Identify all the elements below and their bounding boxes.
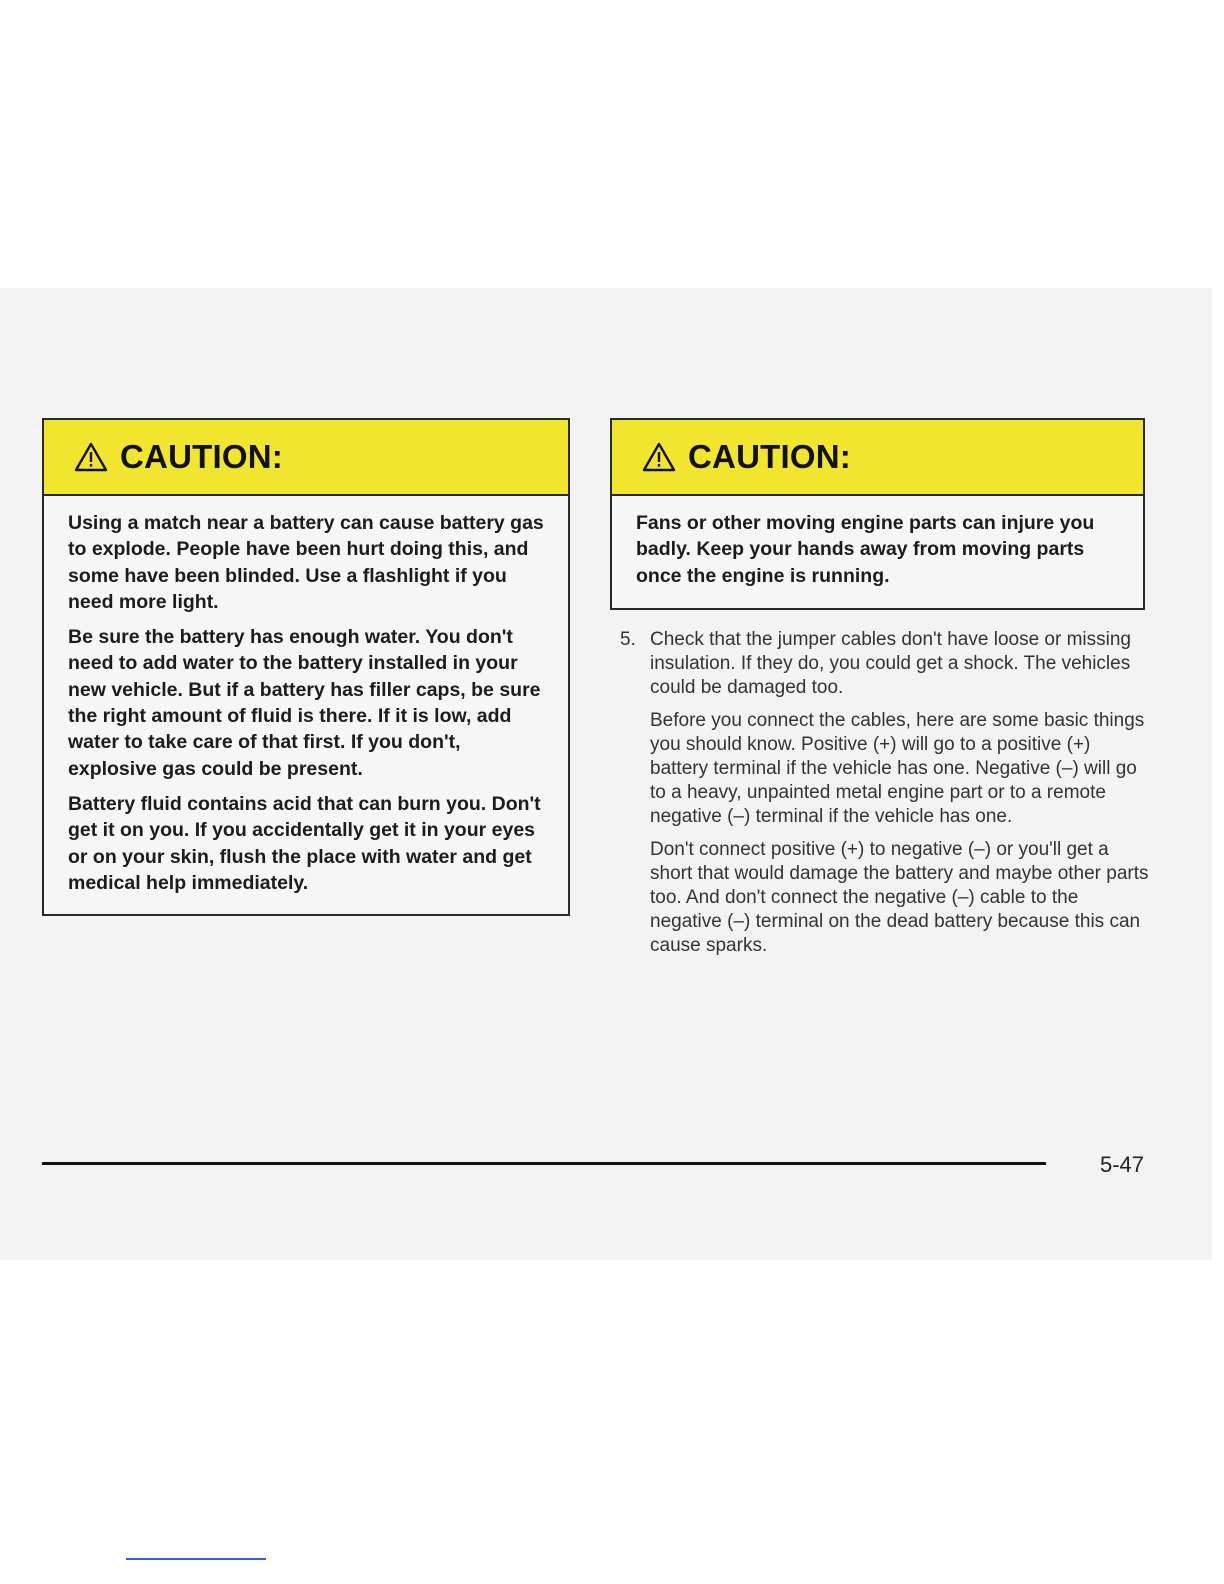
caution-body — [44, 496, 568, 896]
step-5 — [620, 628, 1150, 967]
caution-body — [612, 496, 1143, 589]
caution-paragraph: Fans or other moving engine parts can injure you badly. Keep your hands away from moving parts once the engine is running. — [636, 512, 1095, 587]
caution-paragraph: Be sure the battery has enough water. You don't need to add water to the battery installed in your new vehicle. But if a battery has filler caps, be sure the right amount of fluid is there. If it is low, add water to take care of that first. If you don't, explosive gas could be present. — [68, 626, 541, 780]
caution-header — [612, 420, 1143, 496]
step-content — [650, 628, 1150, 959]
page-number: 5-47 — [1100, 1152, 1145, 1177]
step-paragraph: Before you connect the cables, here are some basic things you should know. Positive (+) will go to a positive (+) battery terminal if the vehicle has one. Negative (–) will go to a heavy, unpainted metal engine part or to a remote negative (–) terminal if the vehicle has one. — [650, 709, 1145, 828]
caution-box-fans — [610, 418, 1145, 610]
link-underline — [126, 1558, 266, 1560]
step-paragraph: Don't connect positive (+) to negative (–) or you'll get a short that would damage the battery and maybe other parts too. And don't connect the negative (–) cable to the negative (–) terminal on the dead battery because this can cause sparks. — [650, 838, 1149, 957]
footer-divider — [42, 1162, 1046, 1165]
caution-header — [44, 420, 568, 496]
caution-paragraph: Using a match near a battery can cause battery gas to explode. People have been hurt doing this, and some have been blinded. Use a flashlight if you need more light. — [68, 512, 544, 613]
step-number: 5. — [620, 629, 636, 650]
caution-title: CAUTION: — [688, 438, 851, 475]
caution-box-battery — [42, 418, 570, 916]
step-paragraph: Check that the jumper cables don't have loose or missing insulation. If they do, you could get a shock. The vehicles could be damaged too. — [650, 629, 1131, 699]
warning-triangle-icon — [74, 442, 108, 472]
caution-title: CAUTION: — [120, 438, 283, 475]
warning-triangle-icon — [642, 442, 676, 472]
caution-paragraph: Battery fluid contains acid that can burn you. Don't get it on you. If you accidentally get it in your eyes or on your skin, flush the place with water and get medical help immediately. — [68, 792, 541, 894]
